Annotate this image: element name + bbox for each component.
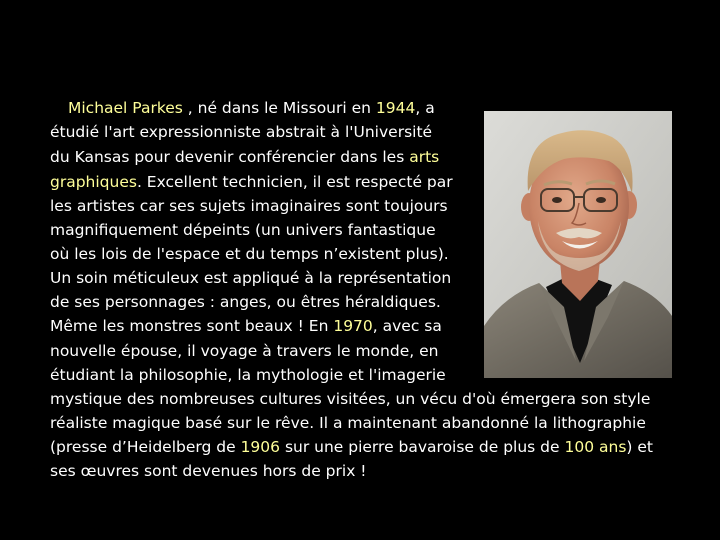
text-line <box>50 195 448 217</box>
text-line <box>50 388 650 410</box>
text-line <box>50 340 438 362</box>
text-span: de ses personnages : anges, ou êtres héraldiques. <box>50 293 441 311</box>
text-span: magnifiquement dépeints (un univers fantastique <box>50 221 436 239</box>
text-span: nouvelle épouse, il voyage à travers le monde, en <box>50 342 439 360</box>
text-span: du Kansas pour devenir conférencier dans les <box>50 148 410 166</box>
text-line <box>50 460 367 482</box>
text-span: étudié l'art expressionniste abstrait à l'Université <box>50 123 433 141</box>
text-line <box>50 146 439 168</box>
highlight-span: 1970 <box>333 317 373 335</box>
text-span: (presse d’Heidelberg de <box>50 438 241 456</box>
text-span: les artistes car ses sujets imaginaires sont toujours <box>50 197 448 215</box>
portrait-photo <box>484 111 672 378</box>
text-span: étudiant la philosophie, la mythologie et l'imagerie <box>50 366 446 384</box>
text-span: sur une pierre bavaroise de plus de <box>280 438 565 456</box>
text-span: réaliste magique basé sur le rêve. Il a maintenant abandonné la lithographie <box>50 414 646 432</box>
highlight-span: 100 ans <box>564 438 627 456</box>
text-span: ses œuvres sont devenues hors de prix ! <box>50 462 367 480</box>
text-span: , a <box>415 99 435 117</box>
text-line <box>50 412 646 434</box>
text-span: Même les monstres sont beaux ! En <box>50 317 334 335</box>
highlight-span: 1906 <box>240 438 281 456</box>
highlight-span: arts <box>409 148 440 166</box>
text-span: où les lois de l'espace et du temps n’existent plus). <box>50 245 449 263</box>
portrait-illustration <box>484 111 672 378</box>
text-span: . Excellent technicien, il est respecté par <box>136 173 453 191</box>
text-line <box>50 315 442 337</box>
text-line <box>50 436 653 458</box>
text-span: , avec sa <box>372 317 442 335</box>
text-span: Un soin méticuleux est appliqué à la représentation <box>50 269 452 287</box>
text-line <box>50 97 435 119</box>
text-span: , né dans le Missouri en <box>182 99 376 117</box>
text-line <box>50 291 441 313</box>
text-span: ) et <box>626 438 653 456</box>
text-span: mystique des nombreuses cultures visitées, un vécu d'où émergera son style <box>50 390 651 408</box>
text-line <box>50 364 446 386</box>
text-line <box>50 121 432 143</box>
artist-name: Michael Parkes <box>68 99 183 117</box>
birth-year: 1944 <box>375 99 416 117</box>
text-line <box>50 219 436 241</box>
highlight-span: graphiques <box>50 173 137 191</box>
text-line <box>50 243 449 265</box>
text-line <box>50 171 453 193</box>
text-line <box>50 267 451 289</box>
